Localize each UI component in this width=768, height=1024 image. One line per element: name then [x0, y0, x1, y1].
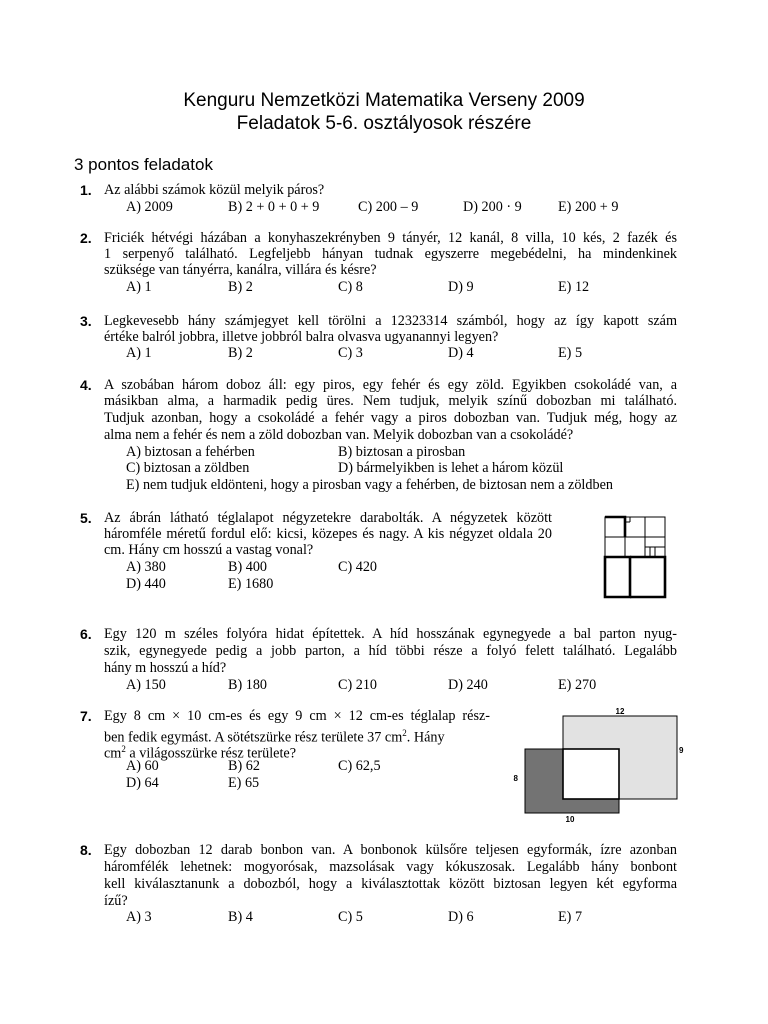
problem-number: 6. — [80, 626, 92, 642]
option-e: E) 200 + 9 — [558, 199, 619, 215]
problem-text: háromféle méretű fordul elő: kicsi, közepes és nagy. A kis négyzet oldala 20 — [104, 526, 552, 542]
problem-number: 1. — [80, 182, 92, 198]
option-e: E) 12 — [558, 279, 590, 295]
option-c: C) 62,5 — [338, 758, 381, 774]
section-title: 3 pontos feladatok — [74, 155, 213, 174]
problem-text: ízű? — [104, 893, 128, 909]
problem-text: Legkevesebb hány számjegyet kell törölni a 12323314 számból, hogy az így kapott szám — [104, 313, 677, 329]
page-title: Kenguru Nemzetközi Matematika Verseny 2009 — [183, 90, 585, 111]
option-b: B) 4 — [228, 909, 253, 925]
problem-text: Egy dobozban 12 darab bonbon van. A bonbonok külsőre teljesen egyformák, ízre azonban — [104, 842, 677, 858]
option-a: A) 1 — [126, 279, 152, 295]
option-b: B) 400 — [228, 559, 268, 575]
problem-text: Az ábrán látható téglalapot négyzetekre darabolták. A négyzetek között — [104, 510, 552, 526]
option-a: A) 3 — [126, 909, 152, 925]
superscript: 2 — [121, 744, 126, 754]
problem-number: 3. — [80, 313, 92, 329]
option-e: E) 5 — [558, 345, 583, 361]
problem-text: szüksége van tányérra, kanálra, villára és késre? — [104, 262, 377, 278]
option-b: B) 62 — [228, 758, 260, 774]
problem-text: másikban alma, a harmadik pedig üres. Nem tudjuk, melyik színű dobozban mi található. — [104, 393, 677, 409]
problem-text: értéke balról jobbra, illetve jobbról balra olvasva ugyanannyi legyen? — [104, 329, 499, 345]
problem-text: Tudjuk azonban, hogy a csokoládé a fehér vagy a piros dobozban van. Tudjuk még, hogy az — [104, 410, 677, 426]
problem-number: 7. — [80, 708, 92, 724]
problem-number: 2. — [80, 230, 92, 246]
option-e: E) 65 — [228, 775, 260, 791]
option-c: C) 210 — [338, 677, 378, 693]
option-d: D) 9 — [448, 279, 474, 295]
page-subtitle: Feladatok 5-6. osztályosok részére — [236, 113, 532, 134]
option-b: B) biztosan a pirosban — [338, 444, 466, 460]
problem-text: hány m hosszú a híd? — [104, 660, 227, 676]
option-c: C) 200 – 9 — [358, 199, 419, 215]
problem-number: 4. — [80, 377, 92, 393]
option-b: B) 180 — [228, 677, 268, 693]
label-bottom: 10 — [565, 815, 575, 824]
problem-text: Az alábbi számok közül melyik páros? — [104, 182, 325, 198]
text-fragment: . Hány — [406, 729, 445, 746]
text-fragment: ben fedik egymást. A sötétszürke rész területe 37 cm — [104, 729, 403, 746]
option-b: B) 2 — [228, 279, 253, 295]
text-fragment: cm — [104, 745, 122, 762]
option-c: C) 420 — [338, 559, 378, 575]
option-d: D) 200 · 9 — [463, 199, 522, 215]
option-e: E) 270 — [558, 677, 597, 693]
label-right: 9 — [679, 746, 684, 755]
problem-text: Egy 8 cm × 10 cm-es és egy 9 cm × 12 cm-es téglalap rész- — [104, 708, 490, 724]
option-a: A) biztosan a fehérben — [126, 444, 255, 460]
problem-number: 8. — [80, 842, 92, 858]
problem-text: Friciék hétvégi házában a konyhaszekrényben 9 tányér, 12 kanál, 8 villa, 10 kés, 2 fazék és — [104, 230, 677, 246]
problem-text: cm. Hány cm hosszú a vastag vonal? — [104, 542, 314, 558]
option-d: D) 6 — [448, 909, 474, 925]
option-a: A) 150 — [126, 677, 166, 693]
option-c: C) biztosan a zöldben — [126, 460, 250, 476]
option-d: D) 240 — [448, 677, 488, 693]
text-fragment: a világosszürke rész területe? — [125, 745, 297, 762]
option-a: A) 2009 — [126, 199, 173, 215]
option-a: A) 1 — [126, 345, 152, 361]
problem-text: 1 serpenyő található. Legfeljebb hányan tudnak egyszerre megebédelni, ha mindenkinek — [104, 246, 677, 262]
option-d: D) 4 — [448, 345, 474, 361]
problem-text: alma nem a fehér és nem a zöld dobozban van. Melyik dobozban van a csokoládé? — [104, 427, 574, 443]
rectangles-figure — [505, 703, 695, 828]
option-a: A) 60 — [126, 758, 159, 774]
problem-text: szik, egynegyede pedig a jobb parton, a híd többi része a folyó felett található. Legalább — [104, 643, 677, 659]
problem-text: Egy 120 m széles folyóra hidat építettek. A híd hosszának egynegyede a bal parton nyug- — [104, 626, 677, 642]
squares-figure — [600, 512, 672, 602]
option-d: D) 64 — [126, 775, 159, 791]
option-d: D) 440 — [126, 576, 166, 592]
superscript: 2 — [402, 728, 407, 738]
label-left: 8 — [513, 774, 518, 783]
option-c: C) 3 — [338, 345, 363, 361]
option-a: A) 380 — [126, 559, 166, 575]
overlap-region — [563, 749, 619, 799]
option-b: B) 2 — [228, 345, 253, 361]
option-e: E) 1680 — [228, 576, 274, 592]
option-e: E) nem tudjuk eldönteni, hogy a pirosban vagy a fehérben, de biztosan nem a zöldben — [126, 477, 613, 493]
problem-text: kell kiválasztanunk a dobozból, hogy a kiválasztottak között biztosan legyen két egyforma — [104, 876, 677, 892]
problem-text: háromfélék lehetnek: mogyorósak, mazsolásak vagy kókuszosak. Legalább hány bonbont — [104, 859, 677, 875]
problem-number: 5. — [80, 510, 92, 526]
option-e: E) 7 — [558, 909, 583, 925]
option-d: D) bármelyikben is lehet a három közül — [338, 460, 564, 476]
option-c: C) 5 — [338, 909, 363, 925]
option-c: C) 8 — [338, 279, 363, 295]
label-top: 12 — [615, 707, 625, 716]
option-b: B) 2 + 0 + 0 + 9 — [228, 199, 320, 215]
problem-text: A szobában három doboz áll: egy piros, egy fehér és egy zöld. Egyikben csokoládé van, a — [104, 377, 677, 393]
